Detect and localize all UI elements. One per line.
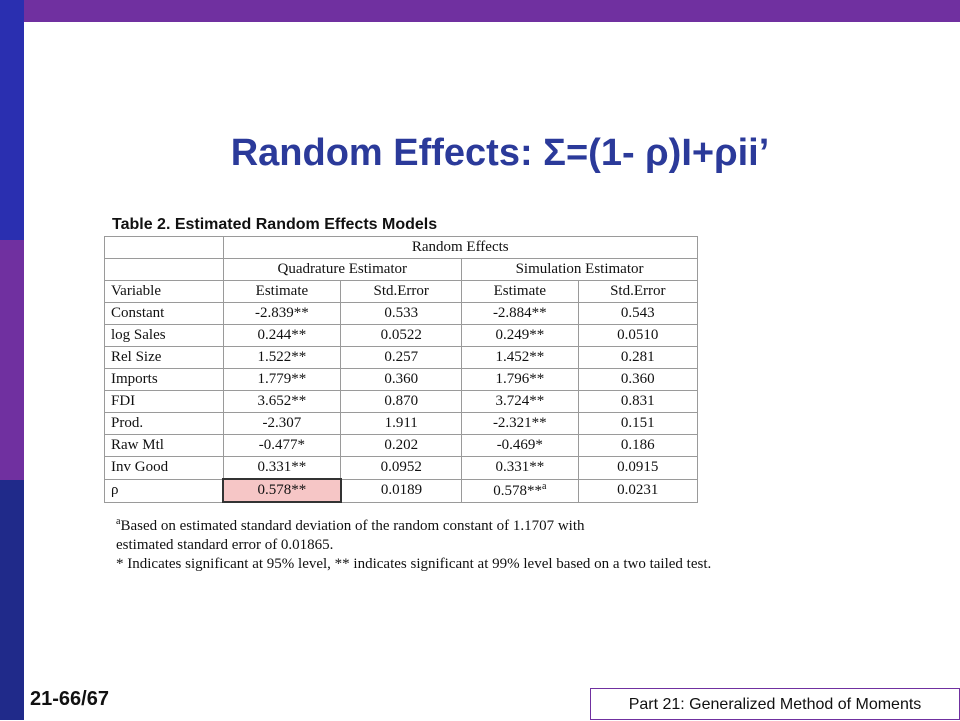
table-row: [105, 413, 698, 435]
table-cell: ρ: [105, 479, 224, 502]
footnote-a-continued: estimated standard error of 0.01865.: [116, 537, 334, 553]
left-bar-segment: [0, 480, 24, 720]
table-cell: 0.360: [578, 369, 697, 391]
table-cell: -0.469*: [462, 435, 578, 457]
table-cell: 0.0952: [341, 457, 462, 480]
footer-label: Part 21: Generalized Method of Moments: [590, 688, 960, 720]
table-row: [105, 259, 698, 281]
table-cell: 0.0510: [578, 325, 697, 347]
table-cell: 1.522**: [223, 347, 341, 369]
column-header: Estimate: [462, 281, 578, 303]
footnote-marker: a: [116, 516, 121, 527]
table-row: [105, 347, 698, 369]
table-cell: 0.331**: [223, 457, 341, 480]
table-cell: 0.331**: [462, 457, 578, 480]
table-cell: log Sales: [105, 325, 224, 347]
table-cell: 0.870: [341, 391, 462, 413]
table-row: [105, 479, 698, 502]
table-cell: 1.779**: [223, 369, 341, 391]
table-cell: 0.0915: [578, 457, 697, 480]
table-cell: Rel Size: [105, 347, 224, 369]
table-row: [105, 391, 698, 413]
table-cell: 0.831: [578, 391, 697, 413]
table-row: [105, 325, 698, 347]
table-cell: 0.0522: [341, 325, 462, 347]
footnote-a: [116, 512, 711, 536]
table-row: [105, 457, 698, 480]
table-cell: -2.839**: [223, 303, 341, 325]
table-cell: 0.0231: [578, 479, 697, 502]
table-cell: [462, 479, 578, 502]
table-cell: 3.652**: [223, 391, 341, 413]
table-cell: 0.186: [578, 435, 697, 457]
slide-title: Random Effects: Σ=(1- ρ)I+ρii’: [230, 132, 770, 174]
left-accent-bar: [0, 0, 24, 720]
left-bar-segment: [0, 240, 24, 480]
table-cell: [105, 259, 224, 281]
table-row: [105, 369, 698, 391]
table-cell: 0.360: [341, 369, 462, 391]
table-cell: 0.543: [578, 303, 697, 325]
estimator-header: Simulation Estimator: [462, 259, 698, 281]
table-cell: -2.884**: [462, 303, 578, 325]
table-cell: Constant: [105, 303, 224, 325]
table-cell: -2.321**: [462, 413, 578, 435]
footnotes: [116, 512, 711, 574]
column-header: Estimate: [223, 281, 341, 303]
table-cell: 0.533: [341, 303, 462, 325]
table-cell: FDI: [105, 391, 224, 413]
column-header: Variable: [105, 281, 224, 303]
table-cell: 1.911: [341, 413, 462, 435]
table-cell: Prod.: [105, 413, 224, 435]
table-cell: 0.257: [341, 347, 462, 369]
left-bar-segment: [0, 0, 24, 240]
top-accent-bar: [0, 0, 960, 22]
column-header: Std.Error: [578, 281, 697, 303]
table-cell: Imports: [105, 369, 224, 391]
table-cell: 0.151: [578, 413, 697, 435]
table-cell: -0.477*: [223, 435, 341, 457]
table-cell: 3.724**: [462, 391, 578, 413]
table-cell: 0.244**: [223, 325, 341, 347]
footnote-significance: * Indicates significant at 95% level, ** indicates significant at 99% level based on a two tailed test.: [116, 556, 712, 572]
table-row: [105, 303, 698, 325]
rho-estimate: 0.578**: [493, 483, 542, 499]
table-row: [105, 435, 698, 457]
table-caption: Table 2. Estimated Random Effects Models: [112, 216, 438, 233]
table-header-row: [105, 281, 698, 303]
table-cell: 1.452**: [462, 347, 578, 369]
table-cell: Inv Good: [105, 457, 224, 480]
page-number: 21-66/67: [30, 688, 109, 710]
table-cell: 0.202: [341, 435, 462, 457]
table-cell: [105, 237, 224, 259]
table-cell: 0.0189: [341, 479, 462, 502]
table-cell: 1.796**: [462, 369, 578, 391]
highlighted-cell: 0.578**: [223, 479, 341, 502]
estimator-header: Quadrature Estimator: [223, 259, 462, 281]
table-cell: 0.281: [578, 347, 697, 369]
table-row: [105, 237, 698, 259]
results-table: [104, 236, 698, 503]
footnote-text: Based on estimated standard deviation of the random constant of 1.1707 with: [120, 518, 585, 534]
table-cell: 0.249**: [462, 325, 578, 347]
table-cell: Raw Mtl: [105, 435, 224, 457]
table-cell: -2.307: [223, 413, 341, 435]
group-header: Random Effects: [223, 237, 698, 259]
column-header: Std.Error: [341, 281, 462, 303]
superscript-marker: a: [541, 481, 547, 492]
